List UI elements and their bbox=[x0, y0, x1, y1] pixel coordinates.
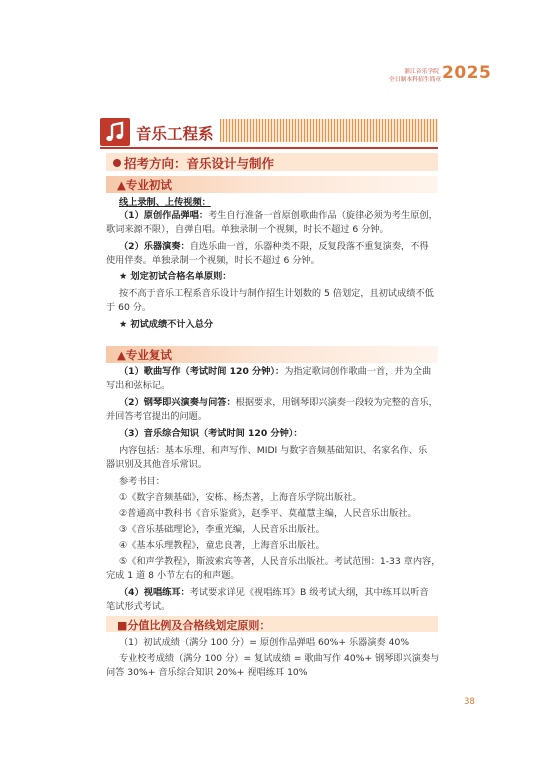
ref-item: ①《数字音频基础》，安栋、杨杰著，上海音乐学院出版社。 bbox=[119, 492, 362, 503]
item-text: 为指定歌词创作歌曲一首，并为全曲 bbox=[284, 366, 432, 377]
second-item-1 bbox=[119, 366, 431, 378]
second-item-4-cont: 笔试形式考试。 bbox=[106, 601, 171, 612]
score-line-1: （1）初试成绩（满分 100 分）= 原创作品弹唱 60%+ 乐器演奏 40% bbox=[119, 637, 410, 648]
score-heading: ■分值比例及合格线划定原则： bbox=[117, 619, 271, 632]
second-heading: ▲专业复试 bbox=[117, 348, 172, 362]
second-item-3: （3）音乐综合知识（考试时间 120 分钟）： bbox=[119, 428, 303, 439]
item-label: （4）视唱练耳： bbox=[119, 587, 190, 598]
online-label: 线上录制、上传视频： bbox=[119, 197, 211, 208]
ref-item: ②普通高中教科书《音乐鉴赏》，赵季平、莫蕴慧主编，人民音乐出版社。 bbox=[119, 508, 417, 519]
second-item-2 bbox=[119, 397, 438, 409]
score-line-2-cont: 问答 30%+ 音乐综合知识 20%+ 视唱练耳 10% bbox=[106, 667, 308, 678]
direction-text: 招考方向：音乐设计与制作 bbox=[124, 156, 275, 171]
header-info bbox=[389, 69, 442, 84]
header-school: 浙江音乐学院 bbox=[404, 69, 439, 75]
header-year: 2025 bbox=[442, 63, 492, 83]
item-text: 根据要求，用钢琴即兴演奏一段较为完整的音乐， bbox=[235, 397, 438, 408]
ref-item-5-cont: 完成 1 道 8 小节左右的和声题。 bbox=[106, 570, 240, 581]
department-title: 音乐工程系 bbox=[136, 125, 214, 143]
initial-note: ★ 初试成绩不计入总分 bbox=[119, 319, 214, 330]
header-subtitle: 全日制本科招生简章 bbox=[389, 76, 442, 83]
item-label: （2）乐器演奏： bbox=[119, 241, 190, 252]
bullet-dot-icon bbox=[113, 159, 121, 167]
banner-stripes bbox=[220, 119, 438, 142]
page-number: 38 bbox=[464, 697, 475, 707]
banner-divider bbox=[100, 147, 438, 149]
initial-item-1 bbox=[119, 210, 438, 222]
ref-item: ④《基本乐理教程》，童忠良著，上海音乐出版社。 bbox=[119, 540, 325, 551]
initial-item-1-cont: 歌词来源不限），自弹自唱。单独录制一个视频，时长不超过 6 分钟。 bbox=[106, 224, 389, 235]
second-item-3-cont: 器识别及其他音乐常识。 bbox=[106, 459, 208, 470]
item-label: （2）钢琴即兴演奏与问答： bbox=[119, 397, 236, 408]
item-label: （1）原创作品弹唱： bbox=[119, 210, 209, 221]
direction-heading bbox=[113, 154, 274, 172]
second-item-3-text: 内容包括：基本乐理、和声写作、MIDI 与数字音频基础知识、名家名作、乐 bbox=[119, 445, 428, 456]
ref-item: ⑤《和声学教程》，斯波索宾等著，人民音乐出版社。考试范围：1-33 章内容， bbox=[119, 556, 441, 567]
refs-title: 参考书目： bbox=[119, 476, 165, 487]
item-text: 考生自行准备一首原创歌曲作品（旋律必须为考生原创， bbox=[208, 210, 438, 221]
pass-rule-text: 按不高于音乐工程系音乐设计与制作招生计划数的 5 倍划定，且初试成绩不低 bbox=[119, 288, 434, 299]
initial-item-2 bbox=[119, 241, 429, 253]
ref-item: ③《音乐基础理论》，李重光编，人民音乐出版社。 bbox=[119, 524, 325, 535]
pass-rule-title: ★ 划定初试合格名单原则： bbox=[119, 271, 232, 282]
second-item-1-cont: 写出和弦标记。 bbox=[106, 380, 171, 391]
second-item-4 bbox=[119, 587, 429, 599]
item-text: 考试要求详见《视唱练耳》B 级考试大纲，其中练耳以听音 bbox=[189, 587, 429, 598]
initial-item-2-cont: 使用伴奏。单独录制一个视频，时长不超过 6 分钟。 bbox=[106, 255, 320, 266]
item-text: 自选乐曲一首，乐器种类不限，反复段落不重复演奏，不得 bbox=[189, 241, 429, 252]
second-item-2-cont: 并回答考官提出的问题。 bbox=[106, 411, 208, 422]
pass-rule-text-cont: 于 60 分。 bbox=[106, 302, 152, 313]
item-label: （1）歌曲写作（考试时间 120 分钟）： bbox=[119, 366, 285, 377]
score-line-2: 专业校考成绩（满分 100 分）= 复试成绩 = 歌曲写作 40%+ 钢琴即兴演奏与 bbox=[119, 653, 440, 664]
initial-heading: ▲专业初试 bbox=[117, 178, 172, 192]
music-note-icon bbox=[100, 118, 130, 146]
